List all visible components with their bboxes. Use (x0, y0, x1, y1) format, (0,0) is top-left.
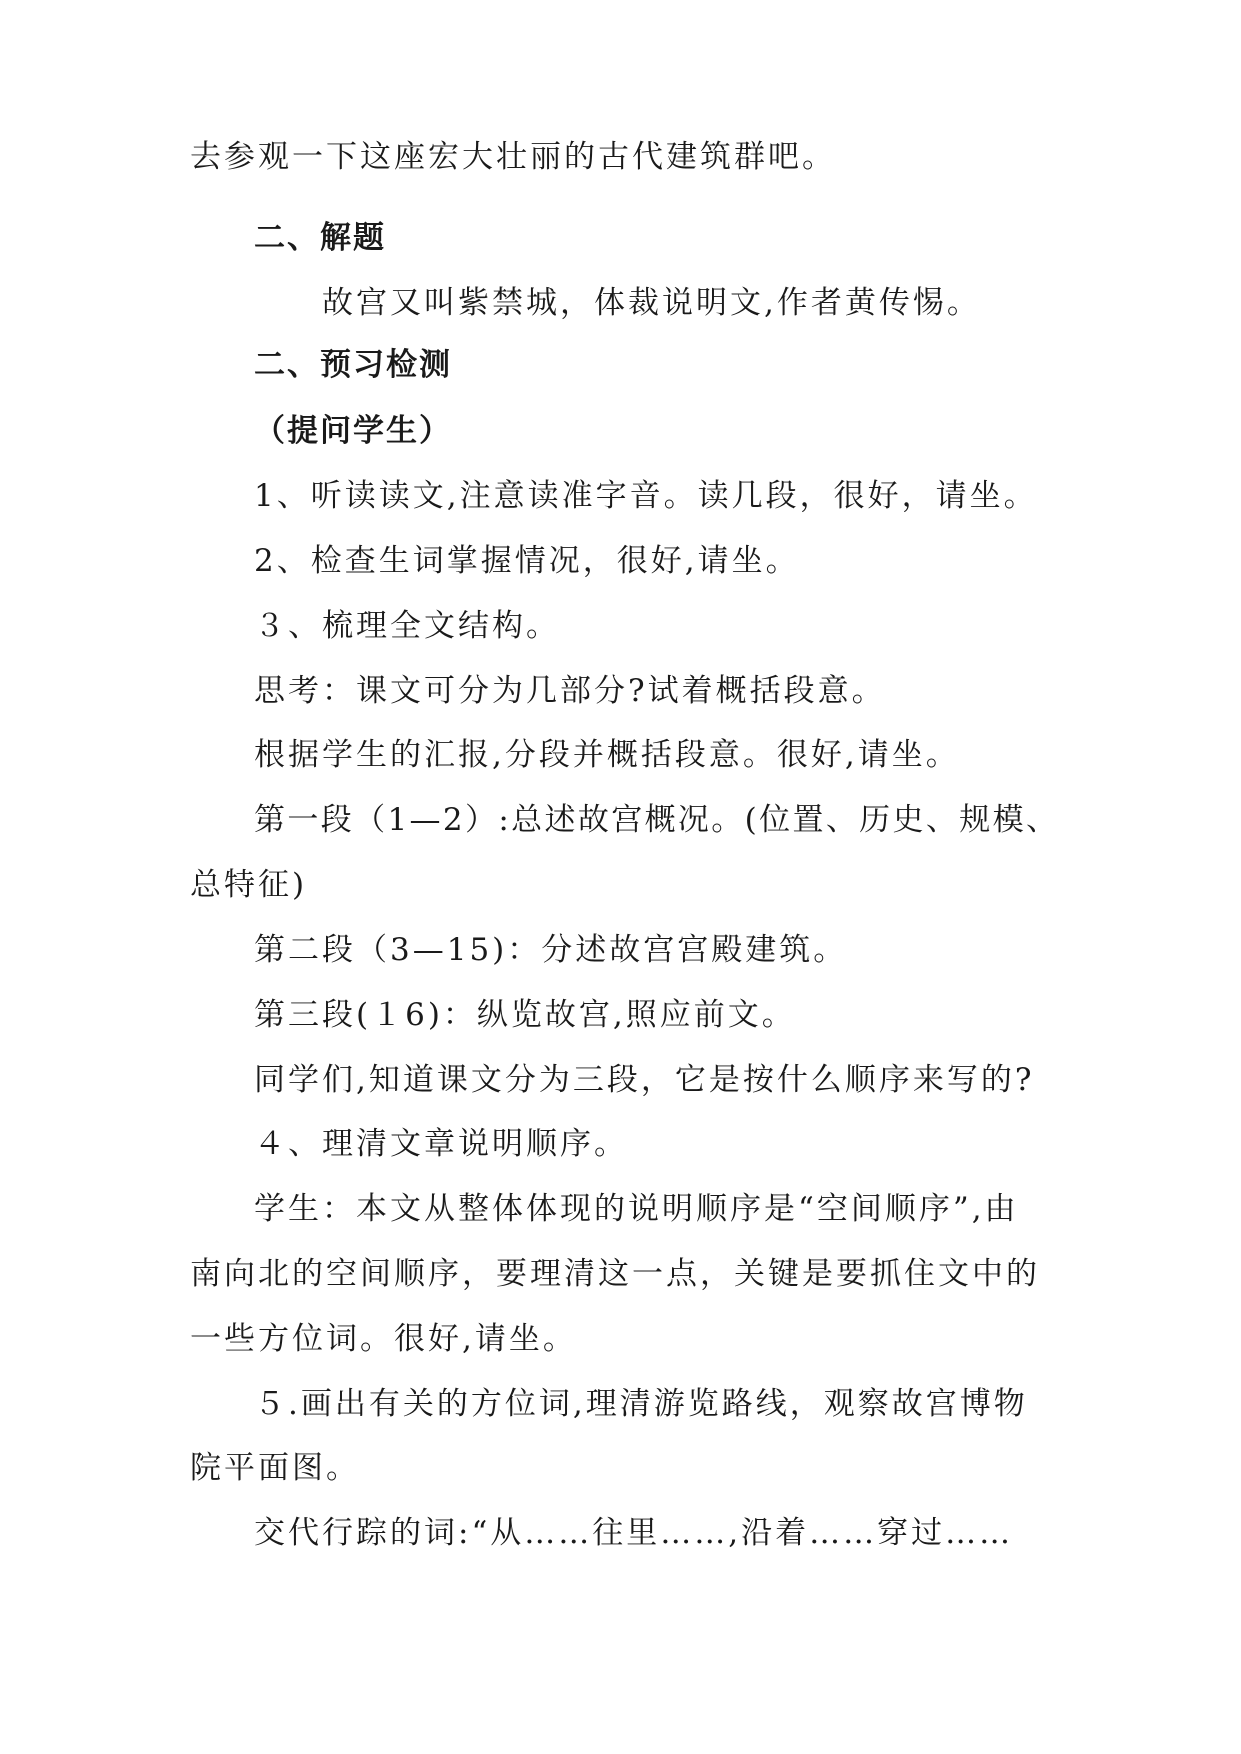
text-line: 南向北的空间顺序，要理清这一点，关键是要抓住文中的 (190, 1256, 1040, 1292)
text-line: 同学们,知道课文分为三段，它是按什么顺序来写的? (254, 1062, 1035, 1098)
text-line: 思考：课文可分为几部分?试着概括段意。 (254, 673, 886, 709)
text-line: 第一段（1—2）:总述故宫概况。(位置、历史、规模、 (254, 802, 1060, 838)
text-line: ５.画出有关的方位词,理清游览路线，观察故宫博物 (254, 1386, 1028, 1422)
text-line: ４、理清文章说明顺序。 (254, 1126, 628, 1162)
text-line: 第二段（3—15)：分述故宫宫殿建筑。 (254, 932, 848, 968)
text-line: 根据学生的汇报,分段并概括段意。很好,请坐。 (254, 737, 960, 773)
text-line: 2、检查生词掌握情况，很好,请坐。 (254, 543, 800, 579)
section-heading: 二、预习检测 (254, 347, 452, 383)
text-line: 交代行踪的词:“从……往里……,沿着……穿过…… (254, 1515, 1014, 1551)
text-line: 总特征) (190, 867, 308, 903)
text-line: 院平面图。 (190, 1450, 360, 1486)
text-line: 第三段(１6)：纵览故宫,照应前文。 (254, 997, 796, 1033)
section-heading: 二、解题 (254, 220, 386, 256)
text-line: 故宫又叫紫禁城，体裁说明文,作者黄传惕。 (322, 285, 981, 321)
text-line: 学生：本文从整体体现的说明顺序是“空间顺序”,由 (254, 1191, 1019, 1227)
text-line: 一些方位词。很好,请坐。 (190, 1321, 577, 1357)
text-line: ３、梳理全文结构。 (254, 608, 560, 644)
subheading: （提问学生） (254, 413, 452, 449)
text-line: 1、听读读文,注意读准字音。读几段，很好，请坐。 (254, 478, 1038, 514)
text-line: 去参观一下这座宏大壮丽的古代建筑群吧。 (190, 139, 836, 175)
